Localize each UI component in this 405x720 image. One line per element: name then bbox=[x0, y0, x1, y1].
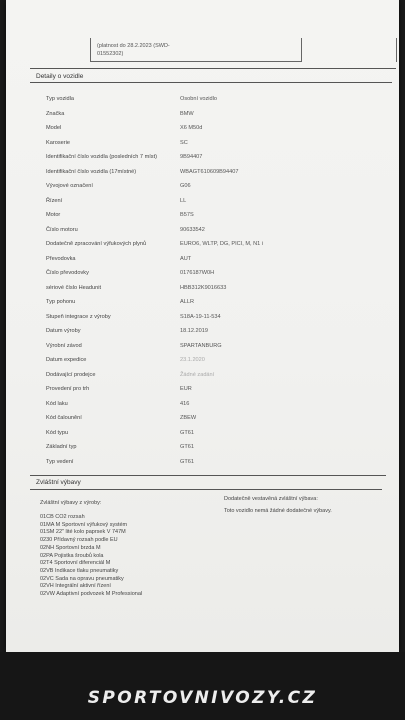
detail-value: ALLR bbox=[180, 299, 194, 305]
detail-label: Stupeň integrace z výroby bbox=[46, 313, 111, 320]
detail-value: AUT bbox=[180, 255, 192, 262]
detail-value: X6 M50d bbox=[180, 125, 203, 131]
detail-value: SC bbox=[180, 139, 188, 146]
detail-row bbox=[46, 256, 346, 266]
detail-label: Model bbox=[46, 125, 62, 131]
detail-label: Motor bbox=[46, 212, 61, 218]
detail-label: Číslo převodovky bbox=[46, 270, 89, 276]
equipment-item: 01MA M Sportovní výfukový systém bbox=[40, 521, 128, 528]
equipment-item: 02VH Integrální aktivní řízení bbox=[40, 583, 111, 590]
detail-value: GT61 bbox=[180, 444, 194, 450]
detail-row bbox=[46, 285, 346, 295]
detail-label: Kód typu bbox=[46, 429, 69, 436]
detail-row bbox=[46, 372, 346, 382]
detail-row bbox=[46, 140, 346, 150]
detail-value: LL bbox=[180, 197, 187, 204]
detail-row bbox=[46, 444, 346, 454]
section-rule-equipment-top bbox=[30, 475, 386, 476]
detail-label: Karoserie bbox=[46, 139, 70, 146]
watermark-bar bbox=[0, 652, 405, 720]
detail-label: Datum expedice bbox=[46, 357, 87, 363]
detail-value: GT61 bbox=[180, 458, 194, 465]
detail-row bbox=[46, 401, 346, 411]
equipment-item: 02VC Sada na opravu pneumatiky bbox=[40, 575, 124, 582]
detail-row bbox=[46, 125, 346, 135]
detail-label: Typ vozidla bbox=[46, 96, 74, 102]
detail-value: SPARTANBURG bbox=[180, 342, 222, 349]
detail-row bbox=[46, 386, 346, 396]
detail-row bbox=[46, 459, 346, 469]
detail-label: Výrobní závod bbox=[46, 342, 82, 349]
detail-value: S18A-19-11-534 bbox=[180, 313, 221, 320]
section-rule-top bbox=[30, 68, 396, 69]
detail-value: 9B94407 bbox=[180, 154, 203, 160]
factory-equipment-list bbox=[40, 500, 210, 599]
detail-row bbox=[46, 169, 346, 179]
detail-label: Identifikační číslo vozidla (posledních 7 míst) bbox=[46, 154, 157, 160]
detail-row bbox=[46, 198, 346, 208]
detail-label: Kód čalounění bbox=[46, 415, 82, 421]
detail-value: Žádné zadání bbox=[180, 371, 215, 378]
detail-row bbox=[46, 430, 346, 440]
validity-line-2: 01552302) bbox=[97, 51, 124, 57]
detail-label: Značka bbox=[46, 110, 65, 117]
detail-row bbox=[46, 343, 346, 353]
detail-label: Typ pohonu bbox=[46, 299, 76, 305]
equipment-item: 01SM 22" lité kolo paprsek V 747M bbox=[40, 529, 126, 536]
detail-value: Osobní vozidlo bbox=[180, 96, 218, 102]
detail-label: Řízení bbox=[46, 197, 63, 204]
detail-row bbox=[46, 415, 346, 425]
detail-label: Kód laku bbox=[46, 400, 68, 407]
detail-value: B57S bbox=[180, 212, 194, 218]
detail-value: EURO6, WLTP, DG, PICI, M, N1 i bbox=[180, 241, 264, 247]
equipment-section-title: Zvláštní výbavy bbox=[36, 479, 81, 486]
added-equipment-heading: Dodatečně vestavěná zvláštní výbava: bbox=[224, 496, 318, 502]
detail-row bbox=[46, 183, 346, 193]
added-equipment bbox=[224, 496, 394, 514]
equipment-item: 02VW Adaptivní podvozek M Professional bbox=[40, 591, 143, 598]
validity-box bbox=[90, 38, 302, 62]
detail-row bbox=[46, 96, 346, 106]
detail-row bbox=[46, 241, 346, 251]
detail-row bbox=[46, 357, 346, 367]
detail-value: BMW bbox=[180, 110, 194, 117]
detail-value: ZBEW bbox=[180, 415, 197, 421]
validity-line-1: (platnost do 28.2.2023 (SWD- bbox=[97, 43, 170, 49]
section-rule-vehicle bbox=[30, 82, 392, 83]
document-page bbox=[6, 0, 399, 652]
detail-label: Dodatečně zpracování výfukových plynů bbox=[46, 241, 147, 247]
detail-row bbox=[46, 212, 346, 222]
detail-value: HBB312K9016633 bbox=[180, 284, 227, 291]
detail-value: WBAGT610609B94407 bbox=[180, 168, 239, 175]
detail-value: 0176187W0H bbox=[180, 270, 215, 276]
detail-row bbox=[46, 154, 346, 164]
detail-row bbox=[46, 299, 346, 309]
detail-label: Typ vedení bbox=[46, 458, 74, 465]
detail-label: Provedení pro trh bbox=[46, 386, 90, 392]
detail-value: 18.12.2019 bbox=[180, 328, 208, 334]
detail-row bbox=[46, 111, 346, 121]
detail-value: 416 bbox=[180, 400, 190, 407]
detail-label: Datum výroby bbox=[46, 328, 81, 334]
detail-row bbox=[46, 270, 346, 280]
detail-value: G06 bbox=[180, 183, 191, 189]
equipment-item: 02T4 Sportovní diferenciál M bbox=[40, 560, 111, 567]
detail-label: Identifikační číslo vozidla (17místné) bbox=[46, 168, 137, 175]
added-equipment-text: Toto vozidlo nemá žádné dodatečné výbavy. bbox=[224, 508, 332, 514]
detail-row bbox=[46, 328, 346, 338]
detail-label: sériové číslo Headunit bbox=[46, 284, 102, 291]
detail-row bbox=[46, 314, 346, 324]
equipment-item: 02PA Pojistka šroubů kola bbox=[40, 552, 104, 559]
detail-label: Vývojové označení bbox=[46, 183, 93, 189]
vehicle-section-title: Detaily o vozidle bbox=[36, 73, 84, 80]
detail-label: Dodávající prodejce bbox=[46, 371, 96, 378]
equipment-item: 0230 Přídavný rozsah podle EU bbox=[40, 537, 118, 544]
detail-label: Číslo motoru bbox=[46, 226, 78, 233]
detail-value: EUR bbox=[180, 386, 192, 392]
equipment-item: 01CB CO2 rozsah bbox=[40, 514, 85, 520]
equipment-item: 02VB Indikace tlaku pneumatiky bbox=[40, 567, 119, 574]
factory-equipment-heading: Zvláštní výbavy z výroby: bbox=[40, 500, 102, 506]
detail-value: 23.1.2020 bbox=[180, 357, 205, 363]
equipment-item: 02NH Sportovní brzda M bbox=[40, 544, 101, 551]
detail-value: 90633542 bbox=[180, 226, 205, 233]
detail-value: GT61 bbox=[180, 429, 194, 436]
section-rule-equipment bbox=[30, 489, 382, 490]
watermark-logo: SPORTOVNIVOZY.CZ bbox=[87, 688, 318, 708]
box-divider bbox=[396, 38, 397, 62]
detail-label: Převodovka bbox=[46, 255, 76, 262]
detail-row bbox=[46, 227, 346, 237]
detail-label: Základní typ bbox=[46, 444, 77, 450]
